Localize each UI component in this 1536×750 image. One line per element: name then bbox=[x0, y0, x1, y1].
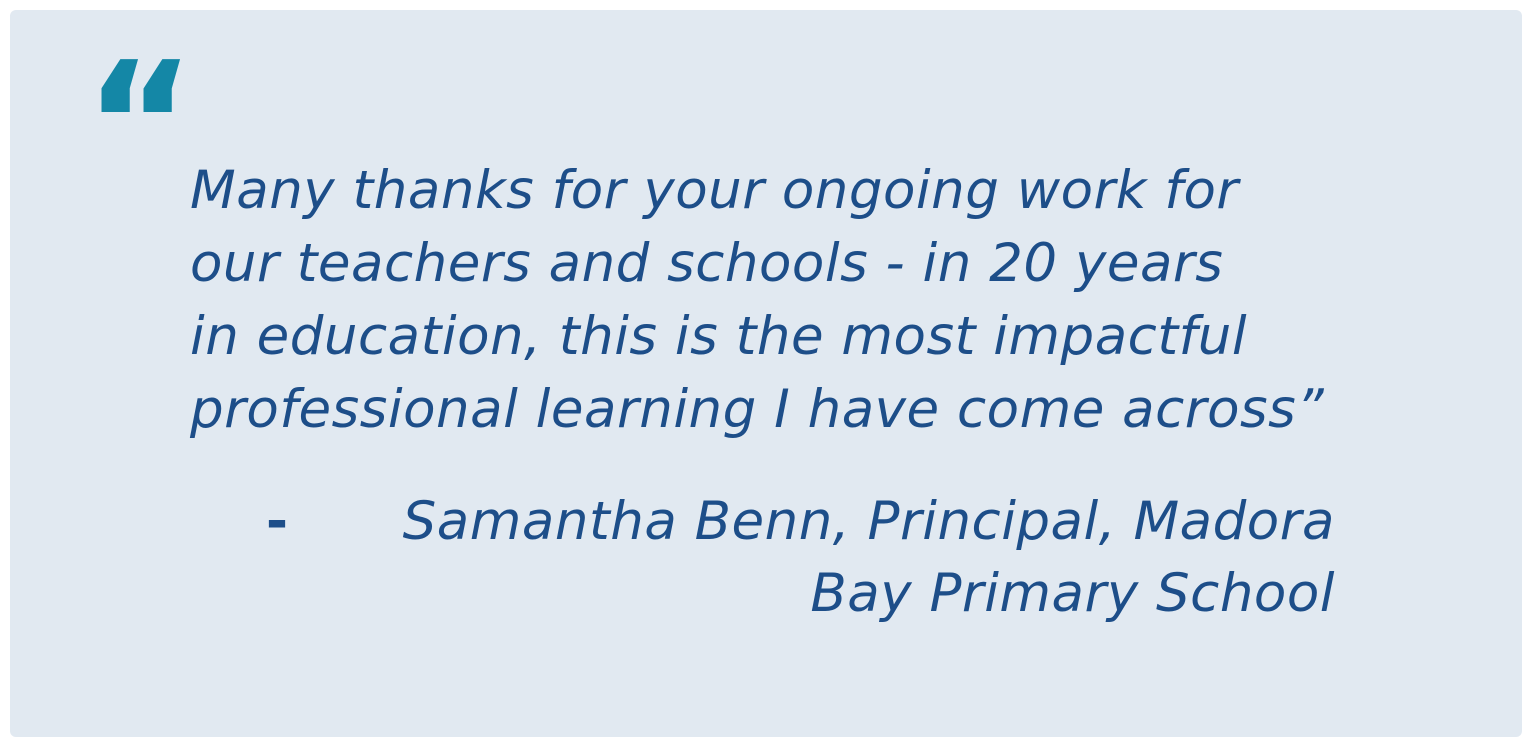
attribution-line-1: Samantha Benn, Principal, Madora bbox=[402, 491, 1335, 552]
quote-line-2: our teachers and schools - in 20 years bbox=[190, 233, 1224, 294]
quote-text bbox=[190, 154, 1335, 446]
quote-line-4: professional learning I have come across” bbox=[190, 379, 1325, 440]
quote-line-1: Many thanks for your ongoing work for bbox=[190, 160, 1239, 221]
testimonial-panel bbox=[10, 10, 1522, 737]
attribution-line-2: Bay Primary School bbox=[810, 563, 1335, 624]
attribution-lines bbox=[289, 486, 1336, 630]
attribution-dash: - bbox=[266, 491, 289, 552]
quote-line-3: in education, this is the most impactful bbox=[190, 306, 1248, 367]
open-quote-icon: “ bbox=[84, 26, 196, 224]
attribution bbox=[190, 486, 1335, 630]
